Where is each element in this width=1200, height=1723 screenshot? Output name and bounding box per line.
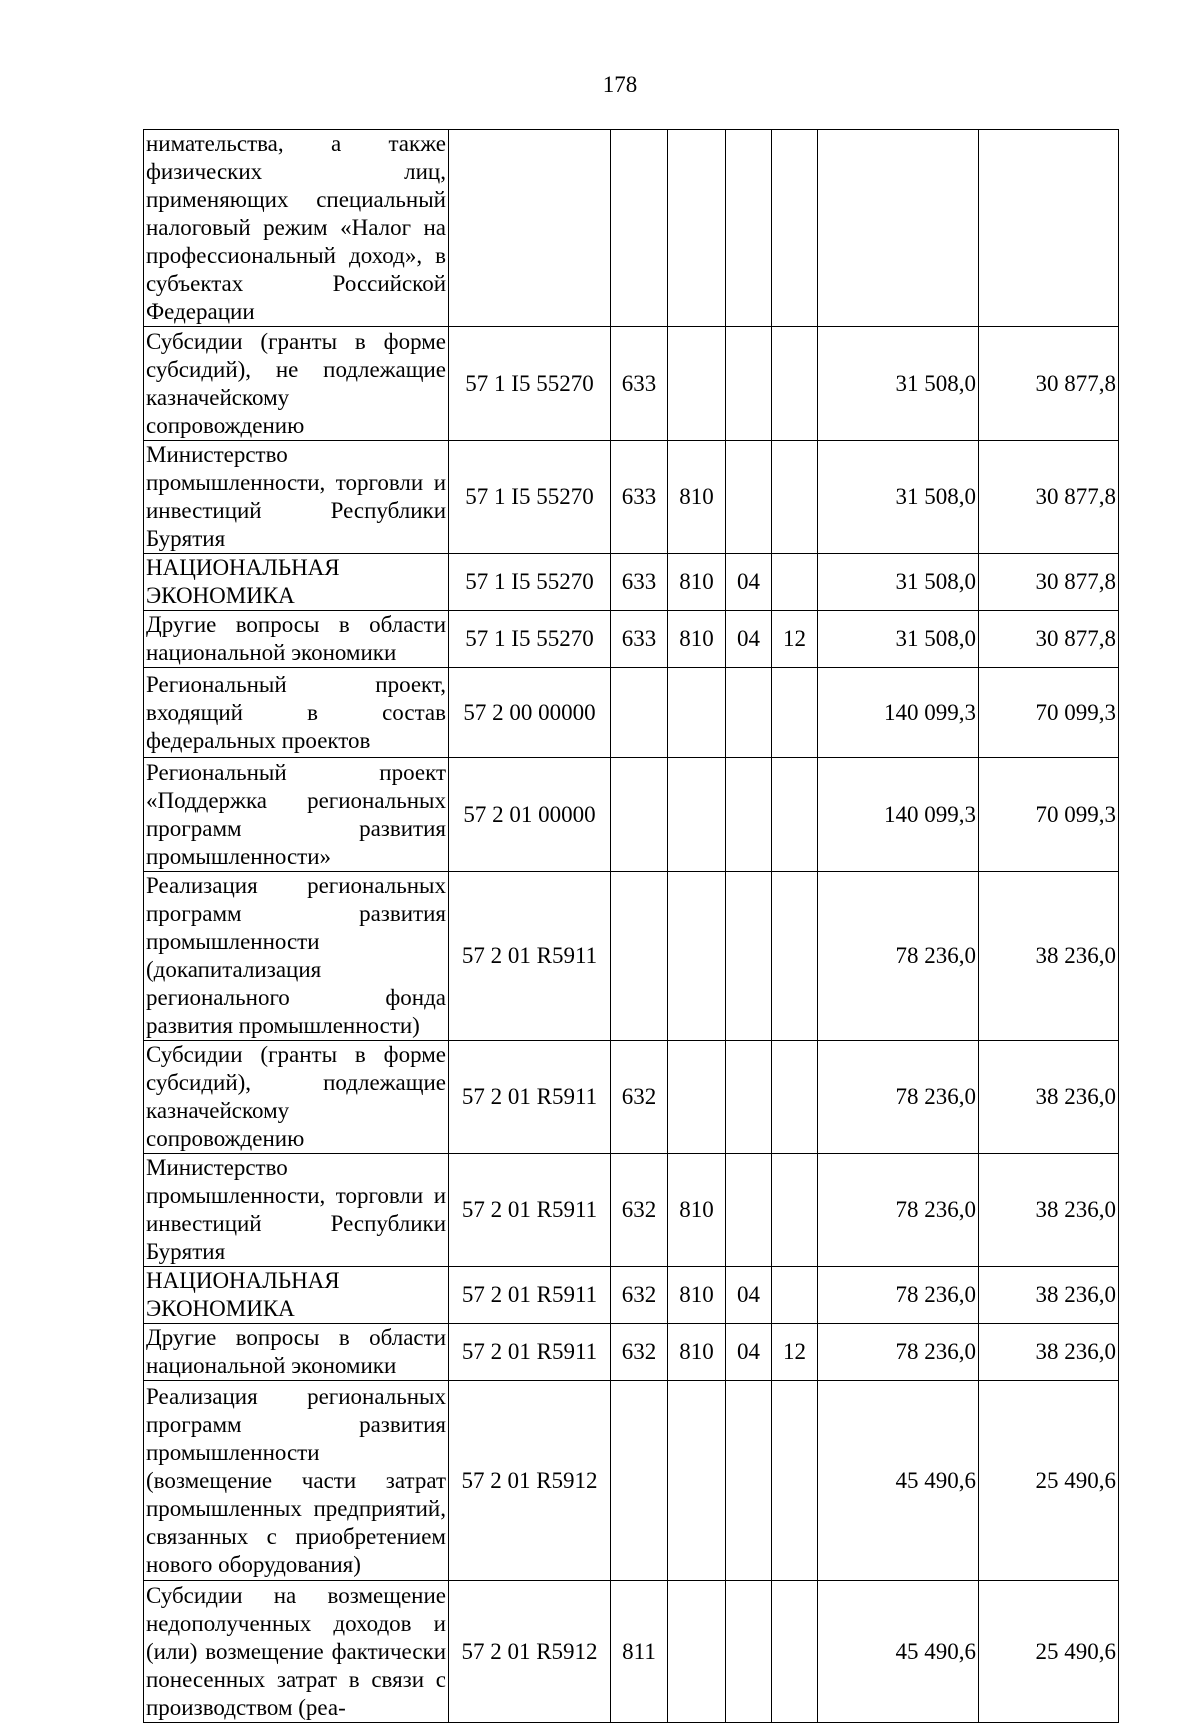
section-code-cell: 810	[668, 1154, 726, 1267]
row-name-cell: Министерство промышленности, торговли и инвестиций Республики Бурятия	[144, 1154, 449, 1267]
target-article-code-cell: 57 2 01 R5911	[449, 1154, 611, 1267]
table-row	[144, 758, 1119, 872]
subsection-code-cell	[726, 1041, 772, 1154]
subsection-code-cell	[726, 1381, 772, 1581]
subsection-code-cell	[726, 1154, 772, 1267]
target-article-code-cell: 57 2 01 R5911	[449, 1041, 611, 1154]
subsection-code-cell	[726, 441, 772, 554]
budget-table	[143, 129, 1119, 1723]
grbs-code-cell	[611, 758, 668, 872]
grbs-code-cell	[611, 668, 668, 758]
section-code-cell	[668, 758, 726, 872]
grbs-code-cell	[611, 1381, 668, 1581]
amount-year-2-cell: 30 877,8	[979, 441, 1119, 554]
amount-year-2-cell: 70 099,3	[979, 758, 1119, 872]
subsection-code-cell	[726, 327, 772, 441]
grbs-code-cell: 632	[611, 1267, 668, 1324]
table-row	[144, 1154, 1119, 1267]
page-number: 178	[602, 72, 638, 97]
amount-year-1-cell: 78 236,0	[818, 1041, 979, 1154]
amount-year-2-cell: 30 877,8	[979, 611, 1119, 668]
table-body	[144, 130, 1119, 1723]
table-row	[144, 327, 1119, 441]
expense-type-code-cell	[772, 668, 818, 758]
section-code-cell: 810	[668, 554, 726, 611]
amount-year-2-cell: 30 877,8	[979, 327, 1119, 441]
target-article-code-cell: 57 2 01 R5911	[449, 872, 611, 1041]
amount-year-1-cell: 78 236,0	[818, 872, 979, 1041]
target-article-code-cell: 57 2 01 R5912	[449, 1381, 611, 1581]
section-code-cell	[668, 1381, 726, 1581]
section-code-cell	[668, 668, 726, 758]
subsection-code-cell: 04	[726, 611, 772, 668]
table-row	[144, 872, 1119, 1041]
table-row	[144, 554, 1119, 611]
row-name-cell: Другие вопросы в области национальной экономики	[144, 611, 449, 668]
row-name-cell: Субсидии на возмещение недополученных доходов и (или) возмещение фактически понесенных затрат в связи с производством (реа-	[144, 1581, 449, 1723]
target-article-code-cell: 57 1 I5 55270	[449, 611, 611, 668]
section-code-cell: 810	[668, 1267, 726, 1324]
amount-year-2-cell: 30 877,8	[979, 554, 1119, 611]
table-row	[144, 1581, 1119, 1723]
row-name-cell: Субсидии (гранты в форме субсидий), не подлежащие казначейскому сопровождению	[144, 327, 449, 441]
target-article-code-cell: 57 2 01 R5912	[449, 1581, 611, 1723]
table-row	[144, 1324, 1119, 1381]
target-article-code-cell: 57 2 00 00000	[449, 668, 611, 758]
amount-year-1-cell: 45 490,6	[818, 1381, 979, 1581]
amount-year-1-cell: 31 508,0	[818, 327, 979, 441]
amount-year-2-cell: 38 236,0	[979, 1041, 1119, 1154]
grbs-code-cell: 632	[611, 1154, 668, 1267]
subsection-code-cell: 04	[726, 1267, 772, 1324]
grbs-code-cell: 633	[611, 554, 668, 611]
grbs-code-cell	[611, 872, 668, 1041]
target-article-code-cell: 57 1 I5 55270	[449, 327, 611, 441]
expense-type-code-cell	[772, 1581, 818, 1723]
table-row	[144, 668, 1119, 758]
section-code-cell: 810	[668, 441, 726, 554]
target-article-code-cell: 57 1 I5 55270	[449, 441, 611, 554]
row-name-cell: Реализация региональных программ развития промышленности (докапитализация регионального фонда развития промышленности)	[144, 872, 449, 1041]
expense-type-code-cell	[772, 1267, 818, 1324]
amount-year-2-cell	[979, 130, 1119, 327]
amount-year-1-cell: 140 099,3	[818, 758, 979, 872]
row-name-cell: Субсидии (гранты в форме субсидий), подлежащие казначейскому сопровождению	[144, 1041, 449, 1154]
amount-year-2-cell: 25 490,6	[979, 1581, 1119, 1723]
amount-year-1-cell: 31 508,0	[818, 611, 979, 668]
amount-year-2-cell: 38 236,0	[979, 1154, 1119, 1267]
amount-year-2-cell: 70 099,3	[979, 668, 1119, 758]
subsection-code-cell	[726, 130, 772, 327]
section-code-cell	[668, 327, 726, 441]
grbs-code-cell: 633	[611, 441, 668, 554]
target-article-code-cell: 57 2 01 R5911	[449, 1324, 611, 1381]
row-name-cell: нимательства, а также физических лиц, применяющих специальный налоговый режим «Налог на профессиональный доход», в субъектах Российской Федерации	[144, 130, 449, 327]
table-row	[144, 130, 1119, 327]
row-name-cell: Другие вопросы в области национальной экономики	[144, 1324, 449, 1381]
table-row	[144, 441, 1119, 554]
table-row	[144, 611, 1119, 668]
subsection-code-cell	[726, 758, 772, 872]
amount-year-2-cell: 38 236,0	[979, 1267, 1119, 1324]
amount-year-1-cell: 31 508,0	[818, 441, 979, 554]
grbs-code-cell: 811	[611, 1581, 668, 1723]
subsection-code-cell	[726, 1581, 772, 1723]
target-article-code-cell: 57 1 I5 55270	[449, 554, 611, 611]
expense-type-code-cell	[772, 130, 818, 327]
expense-type-code-cell	[772, 327, 818, 441]
target-article-code-cell: 57 2 01 R5911	[449, 1267, 611, 1324]
subsection-code-cell	[726, 872, 772, 1041]
amount-year-1-cell: 78 236,0	[818, 1267, 979, 1324]
row-name-cell: Министерство промышленности, торговли и инвестиций Республики Бурятия	[144, 441, 449, 554]
table-row	[144, 1267, 1119, 1324]
expense-type-code-cell: 12	[772, 611, 818, 668]
expense-type-code-cell	[772, 1381, 818, 1581]
row-name-cell: Региональный проект, входящий в состав федеральных проектов	[144, 668, 449, 758]
amount-year-1-cell: 140 099,3	[818, 668, 979, 758]
section-code-cell	[668, 1581, 726, 1723]
row-name-cell: НАЦИОНАЛЬНАЯ ЭКОНОМИКА	[144, 1267, 449, 1324]
expense-type-code-cell	[772, 758, 818, 872]
subsection-code-cell: 04	[726, 554, 772, 611]
target-article-code-cell: 57 2 01 00000	[449, 758, 611, 872]
amount-year-1-cell	[818, 130, 979, 327]
row-name-cell: НАЦИОНАЛЬНАЯ ЭКОНОМИКА	[144, 554, 449, 611]
amount-year-1-cell: 78 236,0	[818, 1324, 979, 1381]
amount-year-1-cell: 78 236,0	[818, 1154, 979, 1267]
grbs-code-cell: 632	[611, 1041, 668, 1154]
section-code-cell	[668, 1041, 726, 1154]
target-article-code-cell	[449, 130, 611, 327]
grbs-code-cell: 632	[611, 1324, 668, 1381]
amount-year-1-cell: 45 490,6	[818, 1581, 979, 1723]
expense-type-code-cell	[772, 872, 818, 1041]
amount-year-1-cell: 31 508,0	[818, 554, 979, 611]
expense-type-code-cell	[772, 554, 818, 611]
grbs-code-cell	[611, 130, 668, 327]
row-name-cell: Реализация региональных программ развития промышленности (возмещение части затрат промышленных предприятий, связанных с приобретением нового оборудования)	[144, 1381, 449, 1581]
table-row	[144, 1041, 1119, 1154]
amount-year-2-cell: 38 236,0	[979, 1324, 1119, 1381]
expense-type-code-cell	[772, 441, 818, 554]
amount-year-2-cell: 25 490,6	[979, 1381, 1119, 1581]
expense-type-code-cell	[772, 1154, 818, 1267]
section-code-cell	[668, 872, 726, 1041]
table-row	[144, 1381, 1119, 1581]
section-code-cell: 810	[668, 611, 726, 668]
expense-type-code-cell: 12	[772, 1324, 818, 1381]
amount-year-2-cell: 38 236,0	[979, 872, 1119, 1041]
expense-type-code-cell	[772, 1041, 818, 1154]
grbs-code-cell: 633	[611, 611, 668, 668]
subsection-code-cell	[726, 668, 772, 758]
section-code-cell: 810	[668, 1324, 726, 1381]
grbs-code-cell: 633	[611, 327, 668, 441]
section-code-cell	[668, 130, 726, 327]
row-name-cell: Региональный проект «Поддержка региональных программ развития промышленности»	[144, 758, 449, 872]
subsection-code-cell: 04	[726, 1324, 772, 1381]
